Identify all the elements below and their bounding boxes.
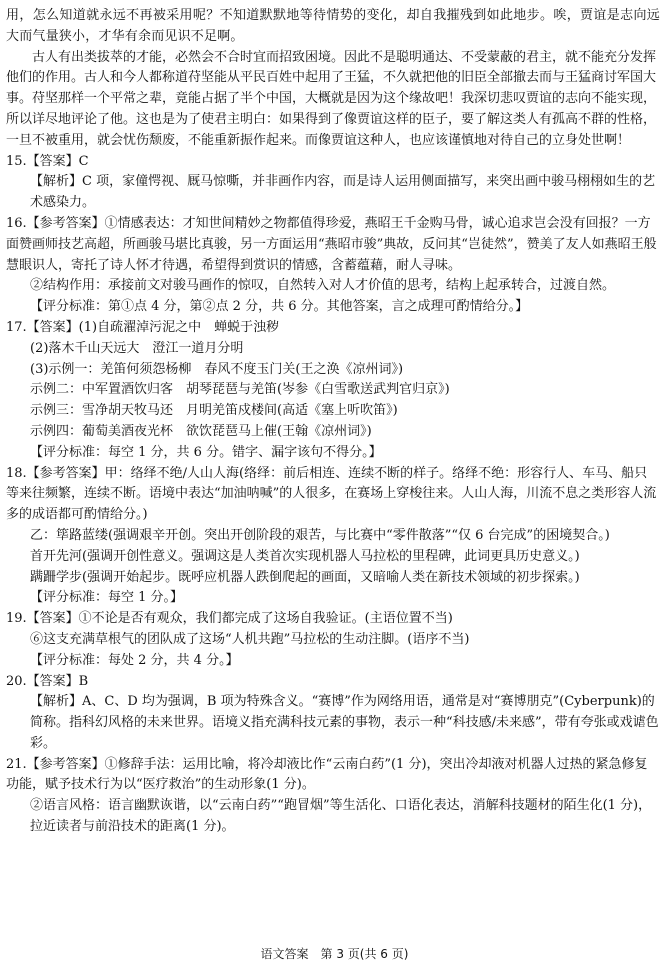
answer-line: 【解析】A、C、D 均为强调，B 项为特殊含义。“赛博”作为网络用语，通常是对“赛博朋克”(Cyberpunk)的简称。指科幻风格的未来世界。语境义指充满科技元素的事物，表示一种“科技感/未来感”，带有夸张或戏谑色彩。	[30, 694, 659, 751]
question-15	[6, 152, 660, 214]
scoring-line: 【评分标准：每处 2 分，共 4 分。】	[30, 652, 239, 668]
answer-head: 17.【答案】(1)自疏濯淖污泥之中 蝉蜕于浊秽	[6, 319, 280, 335]
answer-line: ②结构作用：承接前文对骏马画作的惊叹，自然转入对人才价值的思考，结构上起承转合，过渡自然。	[30, 278, 616, 294]
prose-paragraph-2: 古人有出类拔萃的才能，必然会不合时宜而招致困境。因此不是聪明通达、不受蒙蔽的君主，就不能充分发挥他们的作用。古人和今人都称道苻坚能从平民百姓中起用了王猛，不久就把他的旧臣全部撤去而与王猛商讨军国大事。苻坚那样一个平常之辈，竟能占据了半个中国，大概就是因为这个缘故吧！我深切悲叹贾谊的志向不能实现，所以详尽地评论了他。这也是为了使君主明白：如果得到了像贾谊这样的臣子，要了解这类人有孤高不群的性格，一旦不被重用，就会忧伤颓废，不能重新振作起来。而像贾谊这种人，也应该谨慎地对待自己的立身处世啊！	[6, 49, 657, 148]
question-17	[6, 318, 660, 464]
question-16	[6, 214, 660, 318]
answer-line: 乙：筚路蓝缕(强调艰辛开创。突出开创阶段的艰苦，与比赛中“零件散落”“仅 6 台完成”的困境契合。)	[30, 527, 610, 543]
answer-head: 19.【答案】①不论是否有观众，我们都完成了这场自我验证。(主语位置不当)	[6, 611, 453, 627]
page-footer: 语文答案 第 3 页(共 6 页)	[260, 947, 409, 961]
answer-head: 18.【参考答案】甲：络绎不绝/人山人海(络绎：前后相连、连续不断的样子。络绎不绝：形容行人、车马、船只等来往频繁，连续不断。语境中表达“加油呐喊”的人很多，在赛场上穿梭往来。人山人海，川流不息之类形容人流多的成语都可酌情给分。)	[6, 465, 657, 523]
answer-head: 20.【答案】B	[6, 673, 89, 689]
answer-line: 首开先河(强调开创性意义。强调这是人类首次实现机器人马拉松的里程碑，此词更具历史意义。)	[30, 548, 580, 564]
question-21	[6, 755, 660, 838]
scoring-line: 【评分标准：每空 1 分。】	[30, 590, 184, 606]
answer-line: ⑥这支充满草根气的团队成了这场“人机共跑”马拉松的生动注脚。(语序不当)	[30, 631, 470, 647]
answer-page	[6, 6, 660, 838]
prose-paragraph-1: 用，怎么知道就永远不再被采用呢？不知道默默地等待情势的变化，却自我摧残到如此地步。唉，贾谊是志向远大而气量狭小，才华有余而见识不足啊。	[6, 8, 660, 44]
scoring-line: 【评分标准：每空 1 分，共 6 分。错字、漏字该句不得分。】	[30, 444, 382, 460]
answer-head: 16.【参考答案】①情感表达：才知世间精妙之物都值得珍爱，燕昭王千金购马骨，诚心追求岂会没有回报？一方面赞画师技艺高超，所画骏马堪比真骏，另一方面运用“燕昭市骏”典故，反问其“岂徒然”，赞美了友人如燕昭王般慧眼识人，寄托了诗人怀才待遇，希望得到赏识的情感，含蓄蕴藉，耐人寻味。	[6, 215, 657, 273]
question-20	[6, 672, 660, 755]
scoring-line: 【评分标准：第①点 4 分，第②点 2 分，共 6 分。其他答案，言之成理可酌情给分。】	[30, 299, 529, 315]
answer-head: 15.【答案】C	[6, 153, 89, 169]
question-18	[6, 464, 660, 610]
answer-line: (2)落木千山天远大 澄江一道月分明	[30, 340, 244, 356]
answer-line: 示例三：雪净胡天牧马还 月明羌笛戍楼间(高适《塞上听吹笛》)	[30, 403, 398, 419]
answer-line: 示例二：中军置酒饮归客 胡琴琵琶与羌笛(岑参《白雪歌送武判官归京》)	[30, 382, 450, 398]
answer-head: 21.【参考答案】①修辞手法：运用比喻，将冷却液比作“云南白药”(1 分)，突出冷却液对机器人过热的紧急修复功能，赋予技术行为以“医疗救治”的生动形象(1 分)。	[6, 756, 648, 793]
question-19	[6, 609, 660, 671]
answer-line: 【解析】C 项，家僮愕视、厩马惊嘶，并非画作内容，而是诗人运用侧面描写，来突出画中骏马栩栩如生的艺术感染力。	[30, 174, 656, 211]
answer-line: 蹒跚学步(强调开始起步。既呼应机器人跌倒爬起的画面，又暗喻人类在新技术领域的初步探索。)	[30, 569, 580, 585]
answer-line: ②语言风格：语言幽默诙谐，以“云南白药”“跑冒烟”等生活化、口语化表达，消解科技题材的陌生化(1 分)，拉近读者与前沿技术的距离(1 分)。	[30, 798, 652, 835]
answer-line: 示例四：葡萄美酒夜光杯 欲饮琵琶马上催(王翰《凉州词》)	[30, 423, 372, 439]
answer-line: (3)示例一：羌笛何须怨杨柳 春风不度玉门关(王之涣《凉州词》)	[30, 361, 404, 377]
